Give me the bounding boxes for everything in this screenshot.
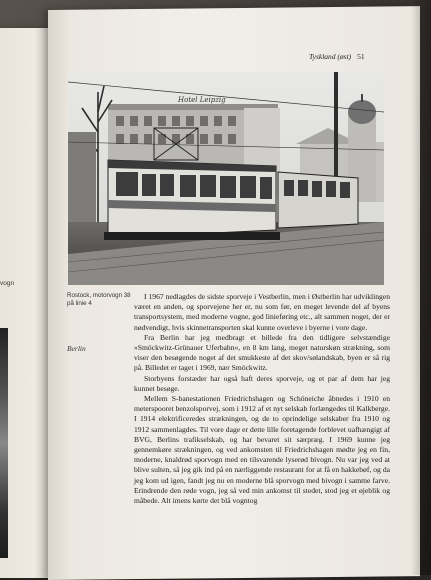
hotel-sign: Hotel Leipzig bbox=[178, 96, 226, 104]
photo-caption: Rostock, motorvogn 38 på linie 4 bbox=[67, 292, 131, 307]
paragraph: Mellem S-banestationen Friedrichshagen og Schöneiche åbnedes i 1910 en meterspooret benzolsporvej, som i 1912 af et nyt selskab forlængedes til Kalkberge. I 1914 elektrificeredes strækningen, og de to oprindelige selskaber fra 1910 og 1912 sammenlagdes. Til vore dage er dette lille foretagende forblevet uafhængigt af BVG, Berlins trafikselskab, og har bevaret sit særpræg. I 1969 kunne jeg gennemkøre strækningen, og ved ankomsten til Friedrichshagen mødte jeg en fin, moderne, knaldrød sporvogn med en tilsvarende lyserød bivogn. Nu var jeg ved at blive sulten, så jeg gik ind på en nærliggende restaurant for at få en hakkebøf, og da jeg kom ud igen, fandt jeg nu en moderne blå sporvogn med bivogn i samme farve. Erindrende den røde vogn, jeg så ved min ankomst til stedet, stod jeg et øjeblik og måbede. Alt imens kørte det blå vogntog bbox=[134, 394, 390, 506]
section-sidehead: Berlin bbox=[67, 344, 86, 353]
left-page-fragment: vogn bbox=[0, 280, 15, 287]
running-head-title: Tyskland (øst) bbox=[309, 52, 352, 61]
page-edge-shadow bbox=[411, 0, 431, 575]
left-book-page bbox=[0, 28, 52, 578]
page-number: 51 bbox=[357, 52, 365, 61]
body-text bbox=[134, 292, 390, 506]
paragraph: Storbyens forstæder har også haft deres sporveje, og et par af dem har jeg kunnet besøge. bbox=[134, 373, 390, 393]
left-page-photo-edge bbox=[0, 328, 8, 558]
tram-photo bbox=[68, 72, 384, 285]
paragraph: I 1967 nedlagdes de sidste sporveje i Vestberlin, men i Østberlin har udviklingen været en anden, og sporvejene her er, nu som før, en meget levende del af byens transportsystem, med moderne vogne, god linieføring etc., alt sammen noget, der er nødvendigt, hvis skinnetransporten skal kunne overleve i byerne i vore dage. bbox=[134, 292, 390, 332]
tram-photo-image bbox=[68, 72, 384, 285]
running-head bbox=[309, 52, 365, 61]
paragraph: Fra Berlin har jeg medbragt et billede fra den tidligere selvstændige »Smöckwitz-Grünauer Uferbahn«, en 8 km lang, meget naturskøn strækning, som viser den besøgende noget af det smukkeste af det skov/sølandskab, byen er så rig på. Billedet er taget i 1969, nær Smöckwitz. bbox=[134, 332, 390, 373]
